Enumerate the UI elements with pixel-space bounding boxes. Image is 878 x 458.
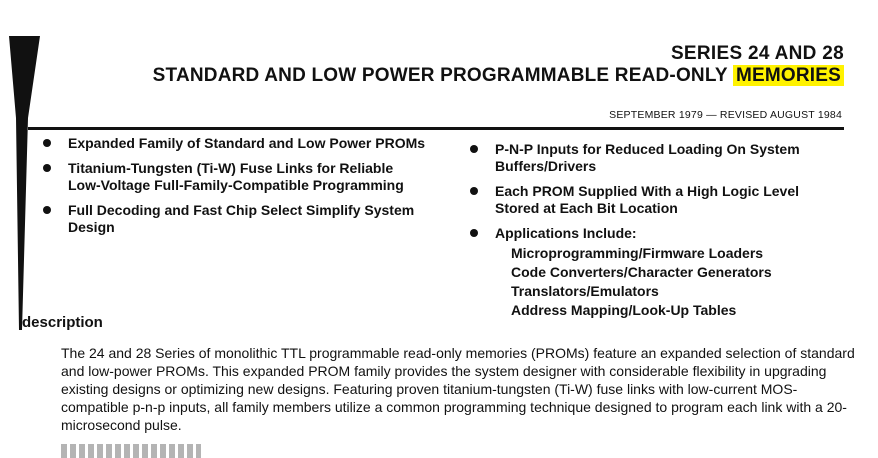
application-item: Address Mapping/Look-Up Tables [511,302,737,318]
feature-item: Full Decoding and Fast Chip Select Simplify System Design [68,202,428,236]
revision-date: SEPTEMBER 1979 — REVISED AUGUST 1984 [609,109,842,121]
feature-item: Applications Include: Microprogramming/Firmware Loaders Code Converters/Character Generators Translators/Emulators Address Mapping/Look-Up Tables [495,225,825,320]
bullet-icon [43,206,51,214]
feature-item: P-N-P Inputs for Reduced Loading On System Buffers/Drivers [495,141,825,175]
feature-item: Each PROM Supplied With a High Logic Level Stored at Each Bit Location [495,183,825,217]
document-title [153,65,844,87]
application-item: Microprogramming/Firmware Loaders [511,245,764,261]
application-item: Code Converters/Character Generators [511,264,772,280]
series-title: SERIES 24 AND 28 [670,43,844,64]
bullet-icon [470,145,478,153]
header-rule [28,127,844,130]
bullet-icon [43,139,51,147]
title-main-text: STANDARD AND LOW POWER PROGRAMMABLE READ-ONLY [152,65,728,86]
features-left-list [68,135,428,244]
section-heading-description: description [22,314,103,331]
feature-item: Expanded Family of Standard and Low Power PROMs [68,135,428,152]
title-highlighted-word: MEMORIES [733,65,844,86]
bullet-icon [470,187,478,195]
features-right-list [495,141,825,328]
cutoff-text-fragment [61,444,201,458]
application-item: Translators/Emulators [511,283,659,299]
feature-item: Titanium-Tungsten (Ti-W) Fuse Links for Reliable Low-Voltage Full-Family-Compatible Programming [68,160,428,194]
bullet-icon [43,164,51,172]
description-paragraph: The 24 and 28 Series of monolithic TTL programmable read-only memories (PROMs) feature an expanded selection of standard and low-power PROMs. This expanded PROM family provides the system designer with considerable flexibility in upgrading existing designs or optimizing new designs. Featuring proven titanium-tungsten (Ti-W) fuse links with low-current MOS-compatible p-n-p inputs, all family members utilize a common programming technique designed to program each link with a 20-microsecond pulse. [61,345,855,433]
applications-list [511,244,825,320]
bullet-icon [470,229,478,237]
